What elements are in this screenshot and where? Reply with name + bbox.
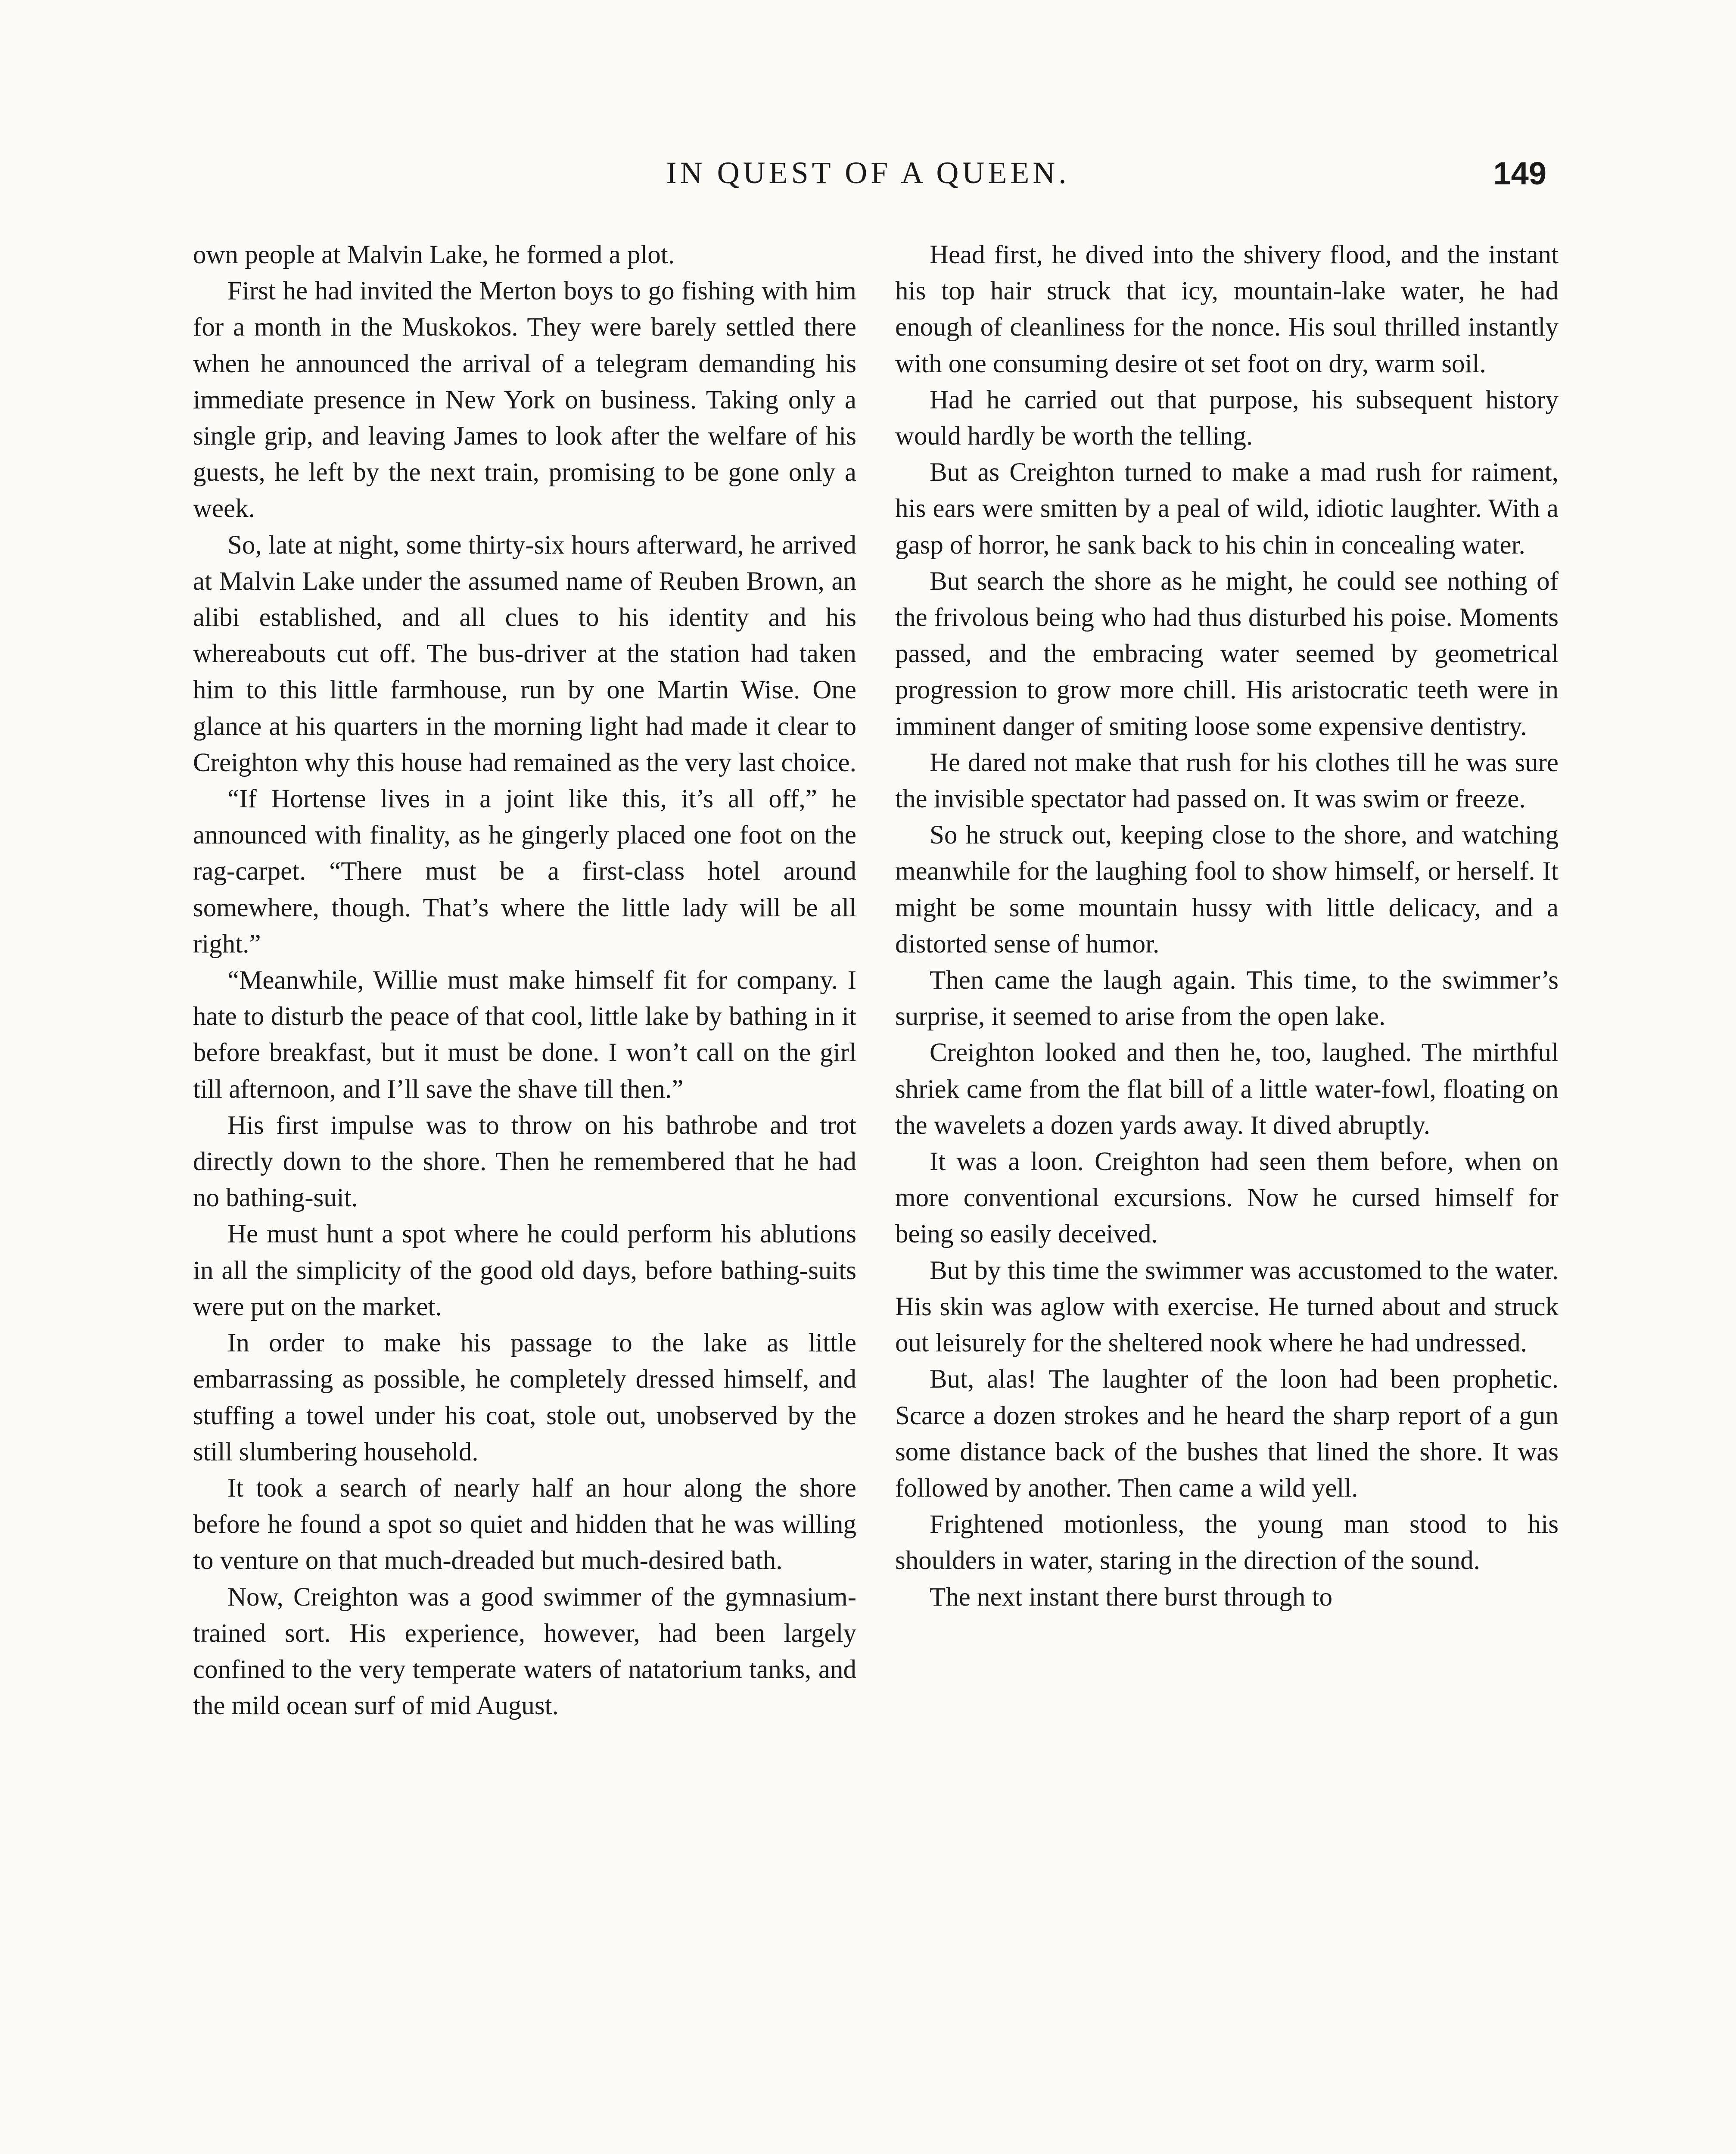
paragraph: Head first, he dived into the shivery flood, and the instant his top hair struck that icy, mountain-lake water, he had enough of cleanliness for the nonce. His soul thrilled instantly with one consuming desire ot set foot on dry, warm soil.: [895, 240, 1559, 378]
paragraph: Frightened motionless, the young man stood to his shoulders in water, staring in the direction of the sound.: [895, 1510, 1559, 1575]
paragraph: But, alas! The laughter of the loon had been prophetic. Scarce a dozen strokes and he heard the sharp report of a gun some distance back of the bushes that lined the shore. It was followed by another. Then came a wild yell.: [895, 1365, 1559, 1503]
paragraph: It took a search of nearly half an hour along the shore before he found a spot so quiet and hidden that he was willing to venture on that much-dreaded but much-desired bath.: [193, 1473, 856, 1575]
paragraph: First he had invited the Merton boys to go fishing with him for a month in the Muskokos. They were barely settled there when he announced the arrival of a telegram demanding his immediate presence in New York on business. Taking only a single grip, and leaving James to look after the welfare of his guests, he left by the next train, promising to be gone only a week.: [193, 277, 856, 523]
paragraph: But as Creighton turned to make a mad rush for raiment, his ears were smitten by a peal of wild, idiotic laughter. With a gasp of horror, he sank back to his chin in concealing water.: [895, 458, 1559, 560]
page-header: [190, 155, 1546, 207]
paragraph: So, late at night, some thirty-six hours afterward, he arrived at Malvin Lake under the assumed name of Reuben Brown, an alibi established, and all clues to his identity and his whereabouts cut off. The bus-driver at the station had taken him to this little farmhouse, run by one Martin Wise. One glance at his quarters in the morning light had made it clear to Creighton why this house had remained as the very last choice.: [193, 530, 856, 777]
paragraph: Had he carried out that purpose, his subsequent history would hardly be worth the telling.: [895, 385, 1559, 451]
paragraph: But by this time the swimmer was accustomed to the water. His skin was aglow with exercise. He turned about and struck out leisurely for the sheltered nook where he had undressed.: [895, 1256, 1559, 1358]
paragraph: It was a loon. Creighton had seen them before, when on more conventional excursions. Now he cursed himself for being so easily deceived.: [895, 1147, 1559, 1249]
paragraph: “Meanwhile, Willie must make himself fit for company. I hate to disturb the peace of that cool, little lake by bathing in it before breakfast, but it must be done. I won’t call on the girl till afternoon, and I’ll save the shave till then.”: [193, 966, 856, 1104]
page-number: 149: [1493, 156, 1546, 191]
paragraph: Creighton looked and then he, too, laughed. The mirthful shriek came from the flat bill of a little water-fowl, floating on the wavelets a dozen yards away. It dived abruptly.: [895, 1038, 1559, 1140]
paragraph: His first impulse was to throw on his bathrobe and trot directly down to the shore. Then he remembered that he had no bathing-suit.: [193, 1111, 856, 1213]
paragraph: Then came the laugh again. This time, to the swimmer’s surprise, it seemed to arise from the open lake.: [895, 966, 1559, 1031]
left-column: [193, 237, 856, 1724]
paragraph: The next instant there burst through to: [930, 1582, 1333, 1612]
right-column: [895, 237, 1559, 1616]
paragraph: own people at Malvin Lake, he formed a plot.: [193, 240, 675, 269]
paragraph: In order to make his passage to the lake as little embarrassing as possible, he completely dressed himself, and stuffing a towel under his coat, stole out, unobserved by the still slumbering household.: [193, 1329, 856, 1466]
paragraph: But search the shore as he might, he could see nothing of the frivolous being who had thus disturbed his poise. Moments passed, and the embracing water seemed by geometrical progression to grow more chill. His aristocratic teeth were in imminent danger of smiting loose some expensive dentistry.: [895, 567, 1559, 741]
paragraph: “If Hortense lives in a joint like this, it’s all off,” he announced with finality, as he gingerly placed one foot on the rag-carpet. “There must be a first-class hotel around somewhere, though. That’s where the little lady will be all right.”: [193, 784, 856, 959]
paragraph: He must hunt a spot where he could perform his ablutions in all the simplicity of the good old days, before bathing-suits were put on the market.: [193, 1220, 856, 1321]
paragraph: He dared not make that rush for his clothes till he was sure the invisible spectator had passed on. It was swim or freeze.: [895, 748, 1559, 814]
paragraph: Now, Creighton was a good swimmer of the gymnasium-trained sort. His experience, however, had been largely confined to the very temperate waters of natatorium tanks, and the mild ocean surf of mid August.: [193, 1582, 856, 1721]
paragraph: So he struck out, keeping close to the shore, and watching meanwhile for the laughing fool to show himself, or herself. It might be some mountain hussy with little delicacy, and a distorted sense of humor.: [895, 821, 1559, 959]
running-head: IN QUEST OF A QUEEN.: [666, 156, 1070, 190]
